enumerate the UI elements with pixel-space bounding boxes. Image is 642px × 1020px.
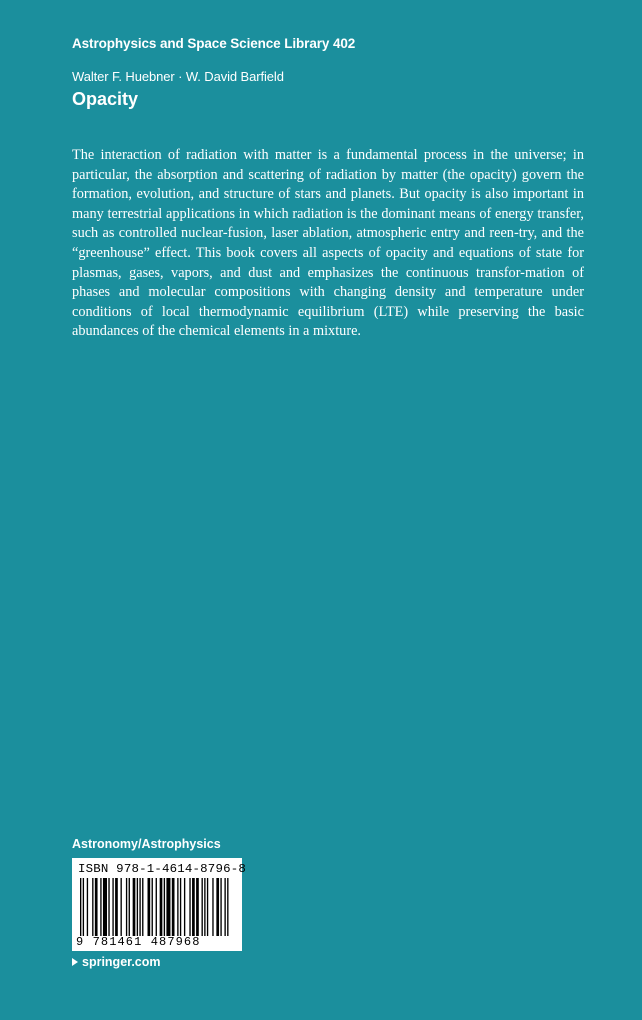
publisher-link-label: springer.com	[82, 955, 161, 969]
authors: Walter F. Huebner · W. David Barfield	[72, 69, 284, 84]
book-title: Opacity	[72, 89, 139, 109]
isbn-barcode	[72, 858, 246, 951]
isbn-number: ISBN 978-1-4614-8796-8	[78, 862, 246, 876]
subject-category: Astronomy/Astrophysics	[72, 837, 221, 851]
book-description: The interaction of radiation with matter is a fundamental process in the universe; in particular, the absorption and scattering of radiation by matter (the opacity) govern the formation, evolution, and structure of stars and planets. But opacity is also important in many terrestrial applications in which radiation is the dominant means of energy transfer, such as controlled nuclear-fusion, laser ablation, atmospheric entry and reen-try, and the “greenhouse” effect. This book covers all aspects of opacity and equations of state for plasmas, gases, vapors, and dust and emphasizes the continuous transfor-mation of phases and molecular compositions with changing density and temperature under conditions of local thermodynamic equilibrium (LTE) while preserving the basic abundances of the chemical elements in a mixture.	[72, 147, 584, 340]
publisher-link[interactable]	[72, 955, 161, 969]
series-title: Astrophysics and Space Science Library 402	[72, 36, 356, 51]
barcode-bars	[78, 878, 236, 936]
arrow-right-icon	[72, 958, 78, 966]
ean-digits: 9 781461 487968	[76, 935, 201, 949]
